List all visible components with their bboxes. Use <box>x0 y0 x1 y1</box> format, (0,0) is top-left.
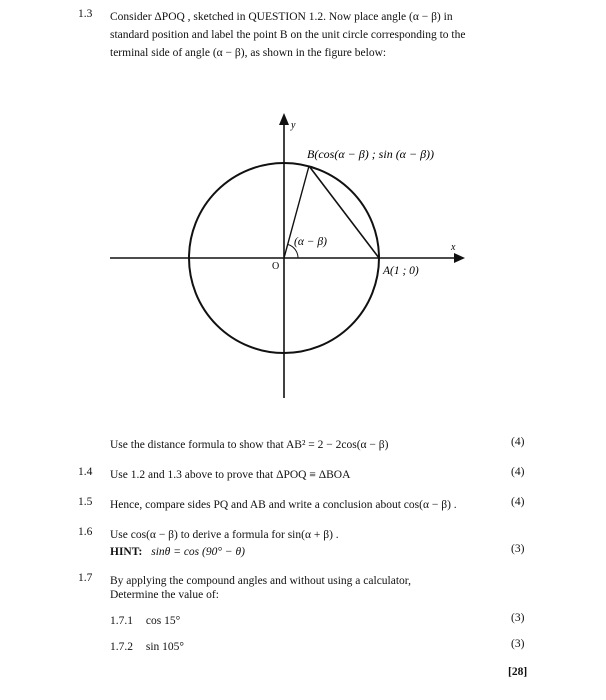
question-1-7-line-2: Determine the value of: <box>110 589 219 601</box>
point-b-label: B(cos(α − β) ; sin (α − β)) <box>307 147 435 161</box>
marks-1-6: (3) <box>511 543 525 555</box>
x-axis-label: x <box>451 242 456 253</box>
subquestion-1-7-1 <box>110 612 180 630</box>
marks-1-4: (4) <box>511 466 525 478</box>
question-number-1-3: 1.3 <box>78 8 93 20</box>
question-number-1-4: 1.4 <box>78 466 93 478</box>
y-axis-label: y <box>291 120 296 131</box>
question-1-6-text: Use cos(α − β) to derive a formula for sin(α + β) . <box>110 529 339 541</box>
marks-1-7-1: (3) <box>511 612 525 624</box>
question-number-1-5: 1.5 <box>78 496 93 508</box>
point-a-label: A(1 ; 0) <box>383 265 419 277</box>
subquestion-number: 1.7.2 <box>110 641 133 653</box>
subquestion-number: 1.7.1 <box>110 615 133 627</box>
subquestion-expression: sin 105° <box>145 641 185 653</box>
x-axis-arrow <box>454 253 465 263</box>
question-1-3-line-1: Consider ΔPOQ , sketched in QUESTION 1.2. Now place angle (α − β) in <box>110 11 453 23</box>
question-number-1-6: 1.6 <box>78 526 93 538</box>
marks-1-5: (4) <box>511 496 525 508</box>
subquestion-expression: cos 15° <box>145 615 181 627</box>
subquestion-1-7-2 <box>110 638 184 656</box>
question-1-5-text: Hence, compare sides PQ and AB and write a conclusion about cos(α − β) . <box>110 499 457 511</box>
angle-label: (α − β) <box>294 236 327 248</box>
origin-label: O <box>272 261 280 272</box>
question-1-3-line-2: standard position and label the point B on the unit circle corresponding to the <box>110 29 466 41</box>
hint-label: HINT: <box>110 546 143 558</box>
question-1-3-line-3: terminal side of angle (α − β), as shown in the figure below: <box>110 47 387 59</box>
question-1-7-line-1: By applying the compound angles and without using a calculator, <box>110 575 412 587</box>
question-1-4-text: Use 1.2 and 1.3 above to prove that ΔPOQ ≡ ΔBOA <box>110 469 351 481</box>
hint-text: sinθ = cos (90° − θ) <box>151 546 245 558</box>
marks-1-7-2: (3) <box>511 638 525 650</box>
total-marks: [28] <box>508 666 528 678</box>
marks-1-3: (4) <box>511 436 525 448</box>
y-axis-arrow <box>279 113 289 125</box>
question-1-3-task: Use the distance formula to show that AB² = 2 − 2cos(α − β) <box>110 439 389 451</box>
question-1-6-hint <box>110 543 245 561</box>
question-number-1-7: 1.7 <box>78 572 93 584</box>
